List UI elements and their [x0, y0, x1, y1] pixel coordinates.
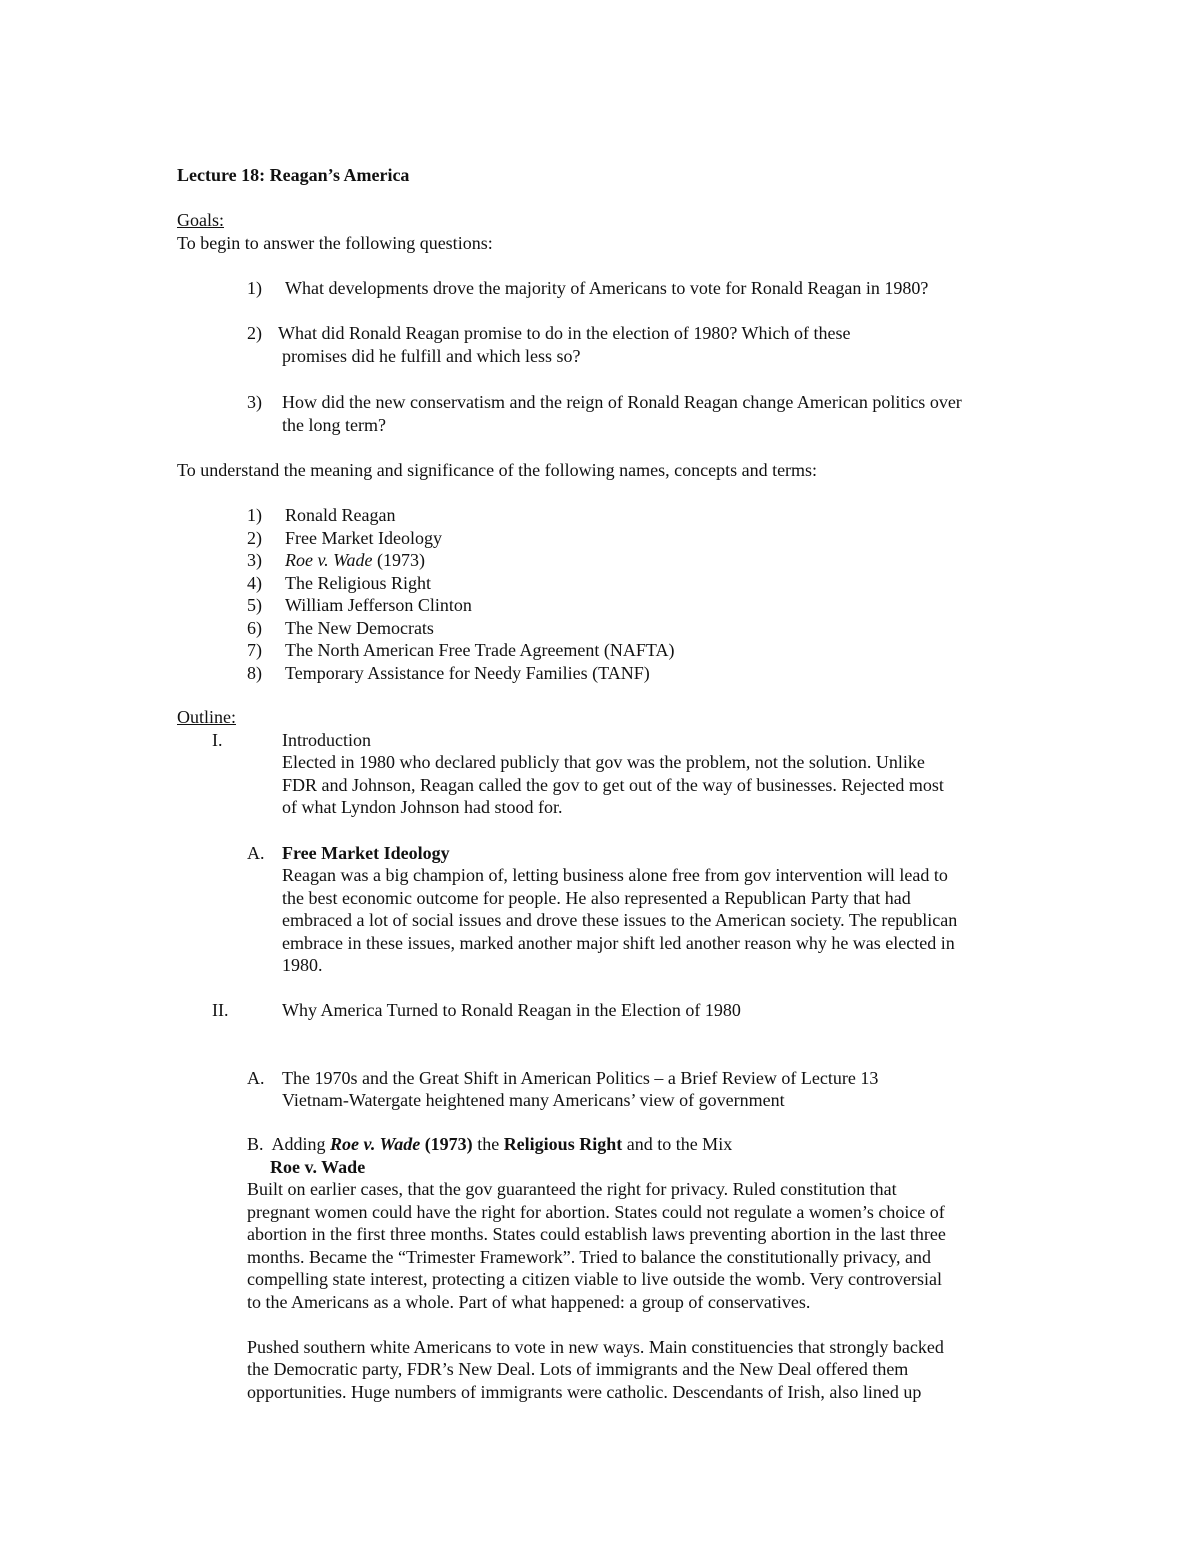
- subsection-number: A.: [247, 1068, 265, 1088]
- subsection-number: B.: [247, 1134, 264, 1154]
- paragraph-line: opportunities. Huge numbers of immigrants were catholic. Descendants of Irish, also lined up: [247, 1382, 922, 1402]
- paragraph-line: months. Became the “Trimester Framework”. Tried to balance the constitutionally privacy, and: [247, 1247, 932, 1267]
- subsection-body-line: the best economic outcome for people. He also represented a Republican Party that had: [282, 888, 911, 908]
- subsection-body-line: embrace in these issues, marked another major shift led another reason why he was elected in: [282, 933, 955, 953]
- term-item: William Jefferson Clinton: [285, 595, 472, 615]
- section-title: Introduction: [282, 730, 371, 750]
- term-item: The Religious Right: [285, 573, 431, 593]
- paragraph-line: compelling state interest, protecting a citizen viable to live outside the womb. Very controversial: [247, 1269, 942, 1289]
- heading-year: (1973): [420, 1134, 473, 1154]
- section-number: II.: [212, 1000, 229, 1020]
- term-item: [285, 549, 425, 572]
- section-title: Why America Turned to Ronald Reagan in the Election of 1980: [282, 1000, 741, 1020]
- subsection-body-line: Reagan was a big champion of, letting business alone free from gov intervention will lead to: [282, 865, 948, 885]
- heading-mid: the: [472, 1134, 504, 1154]
- paragraph-line: to the Americans as a whole. Part of what happened: a group of conservatives.: [247, 1292, 811, 1312]
- term-item: Free Market Ideology: [285, 528, 442, 548]
- subsection-body-line: Vietnam-Watergate heightened many Americans’ view of government: [282, 1090, 785, 1110]
- term-item: Ronald Reagan: [285, 505, 396, 525]
- question-text: What did Ronald Reagan promise to do in the election of 1980? Which of these: [278, 323, 851, 343]
- term-number: 3): [247, 550, 262, 570]
- page-title: Lecture 18: Reagan’s America: [177, 165, 410, 185]
- subsection-body-line: embraced a lot of social issues and drove these issues to the American society. The republican: [282, 910, 958, 930]
- subsection-body-line: 1980.: [282, 955, 323, 975]
- question-text: How did the new conservatism and the reign of Ronald Reagan change American politics over: [282, 392, 962, 412]
- paragraph-line: pregnant women could have the right for abortion. States could not regulate a women’s choice of: [247, 1202, 945, 1222]
- religious-right: Religious Right: [503, 1134, 623, 1154]
- term-item: The New Democrats: [285, 618, 434, 638]
- term-suffix: (1973): [372, 550, 425, 570]
- term-number: 7): [247, 640, 262, 660]
- term-number: 5): [247, 595, 262, 615]
- heading-pre: Adding: [271, 1134, 331, 1154]
- paragraph-line: the Democratic party, FDR’s New Deal. Lots of immigrants and the New Deal offered them: [247, 1359, 909, 1379]
- question-text: What developments drove the majority of Americans to vote for Ronald Reagan in 1980?: [285, 278, 929, 298]
- term-number: 8): [247, 663, 262, 683]
- term-item: The North American Free Trade Agreement (NAFTA): [285, 640, 675, 660]
- question-number: 2): [247, 323, 262, 343]
- term-number: 6): [247, 618, 262, 638]
- goals-intro: To begin to answer the following questions:: [177, 233, 493, 253]
- heading-post: and to the Mix: [622, 1134, 733, 1154]
- subsection-title: The 1970s and the Great Shift in American Politics – a Brief Review of Lecture 13: [282, 1068, 879, 1088]
- paragraph-line: Pushed southern white Americans to vote in new ways. Main constituencies that strongly backed: [247, 1337, 944, 1357]
- section-body-line: FDR and Johnson, Reagan called the gov to get out of the way of businesses. Rejected most: [282, 775, 944, 795]
- subsection-title: Free Market Ideology: [282, 843, 450, 863]
- paragraph-line: abortion in the first three months. States could establish laws preventing abortion in the last three: [247, 1224, 946, 1244]
- section-body-line: Elected in 1980 who declared publicly that gov was the problem, not the solution. Unlike: [282, 752, 925, 772]
- section-body-line: of what Lyndon Johnson had stood for.: [282, 797, 563, 817]
- goals-heading: Goals:: [177, 210, 224, 230]
- paragraph-line: Built on earlier cases, that the gov guaranteed the right for privacy. Ruled constitution that: [247, 1179, 897, 1199]
- question-number: 3): [247, 392, 262, 412]
- term-number: 2): [247, 528, 262, 548]
- section-number: I.: [212, 730, 223, 750]
- question-text: the long term?: [282, 415, 386, 435]
- term-number: 1): [247, 505, 262, 525]
- terms-intro: To understand the meaning and significance of the following names, concepts and terms:: [177, 460, 818, 480]
- subsection-b-heading: [247, 1133, 732, 1156]
- question-number: 1): [247, 278, 262, 298]
- term-italic: Roe v. Wade: [285, 550, 373, 570]
- outline-heading: Outline:: [177, 707, 236, 727]
- term-number: 4): [247, 573, 262, 593]
- roe-subheading: Roe v. Wade: [270, 1157, 366, 1177]
- term-item: Temporary Assistance for Needy Families (TANF): [285, 663, 650, 683]
- subsection-number: A.: [247, 843, 265, 863]
- question-text: promises did he fulfill and which less so?: [282, 346, 581, 366]
- roe-v-wade-italic: Roe v. Wade: [330, 1134, 421, 1154]
